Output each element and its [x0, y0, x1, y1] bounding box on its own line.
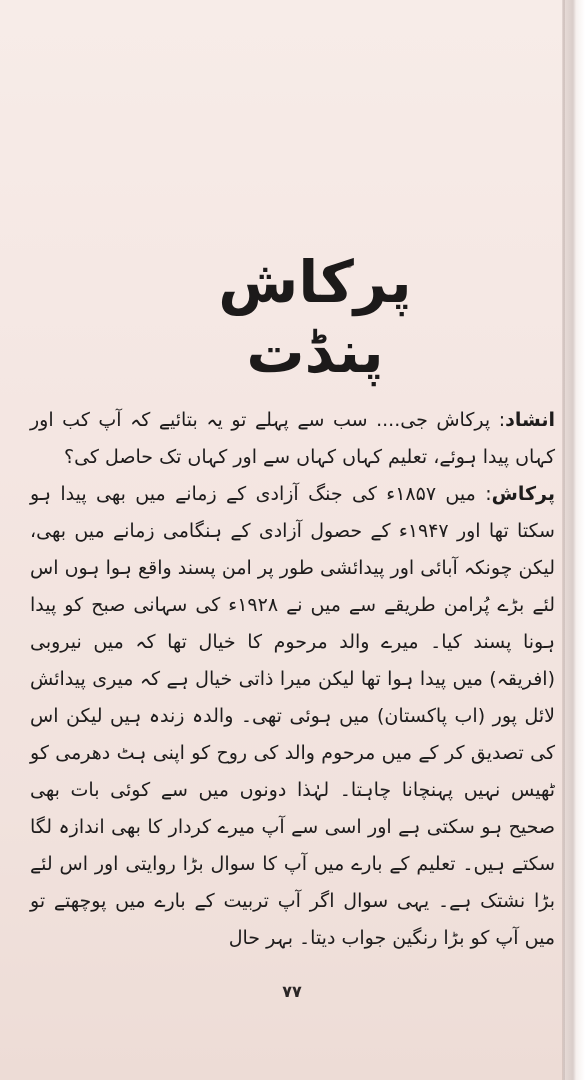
answer-text: میں ۱۸۵۷ء کی جنگ آزادی کے زمانے میں بھی پیدا ہو سکتا تھا اور ۱۹۴۷ء کے حصول آزادی کے ہنگامی زمانے میں بھی، لیکن چونکہ آبائی اور پیدائشی طور پر امن پسند واقع ہوا ہوں اس لئے بڑے پُرامن طریقے سے میں نے ۱۹۲۸ء کی سہانی صبح کو پیدا ہونا پسند کیا۔ میرے والد مرحوم کا خیال تھا کہ میں نیروبی (افریقہ) میں پیدا ہوا تھا لیکن میرا ذاتی خیال ہے کہ میری پیدائش لائل پور (اب پاکستان) میں ہوئی تھی۔ والدہ زندہ ہیں لیکن اس کی تصدیق کر کے میں مرحوم والد کی روح کو اپنی ہٹ دھرمی کو ٹھیس نہیں پہنچانا چاہتا۔ لہٰذا دونوں میں سے کوئی بات بھی صحیح ہو سکتی ہے اور اسی سے آپ میرے کردار کا بھی اندازہ لگا سکتے ہیں۔ تعلیم کے بارے میں آپ کا سوال بڑا روایتی اور اس لئے بڑا نشتک ہے۔ یہی سوال اگر آپ تربیت کے بارے میں پوچھتے تو میں آپ کو بڑا رنگین جواب دیتا۔ بہر حال — [30, 483, 556, 949]
page-edge-shadow — [562, 0, 565, 1080]
question-text: پرکاش جی.... سب سے پہلے تو یہ بتائیے کہ آپ کب اور کہاں پیدا ہوئے، تعلیم کہاں کہاں سے اور کہاں تک حاصل کی؟ — [30, 409, 555, 468]
interview-text — [30, 402, 555, 957]
interview-question: انشاد: پرکاش جی.... سب سے پہلے تو یہ بتائیے کہ آپ کب اور کہاں پیدا ہوئے، تعلیم کہاں کہاں سے اور کہاں تک حاصل کی؟ — [30, 409, 555, 468]
interview-answer: پرکاش: میں ۱۸۵۷ء کی جنگ آزادی کے زمانے میں بھی پیدا ہو سکتا تھا اور ۱۹۴۷ء کے حصول آزادی کے ہنگامی زمانے میں بھی، لیکن چونکہ آبائی اور پیدائشی طور پر امن پسند واقع ہوا ہوں اس لئے بڑے پُرامن طریقے سے میں نے ۱۹۲۸ء کی سہانی صبح کو پیدا ہونا پسند کیا۔ میرے والد مرحوم کا خیال تھا کہ میں نیروبی (افریقہ) میں پیدا ہوا تھا لیکن میرا ذاتی خیال ہے کہ میری پیدائش لائل پور (اب پاکستان) میں ہوئی تھی۔ والدہ زندہ ہیں لیکن اس کی تصدیق کر کے میں مرحوم والد کی روح کو اپنی ہٹ دھرمی کو ٹھیس نہیں پہنچانا چاہتا۔ لہٰذا دونوں میں سے کوئی بات بھی صحیح ہو سکتی ہے اور اسی سے آپ میرے کردار کا بھی اندازہ لگا سکتے ہیں۔ تعلیم کے بارے میں آپ کا سوال بڑا روایتی اور اس لئے بڑا نشتک ہے۔ یہی سوال اگر آپ تربیت کے بارے میں پوچھتے تو میں آپ کو بڑا رنگین جواب دیتا۔ بہر حال — [30, 483, 556, 949]
speaker-label: انشاد — [505, 409, 555, 431]
page-number: ۷۷ — [282, 982, 302, 1001]
chapter-title: پرکاش پنڈت — [218, 248, 412, 386]
speaker-label: پرکاش — [491, 483, 555, 505]
page-gutter — [563, 0, 585, 1080]
